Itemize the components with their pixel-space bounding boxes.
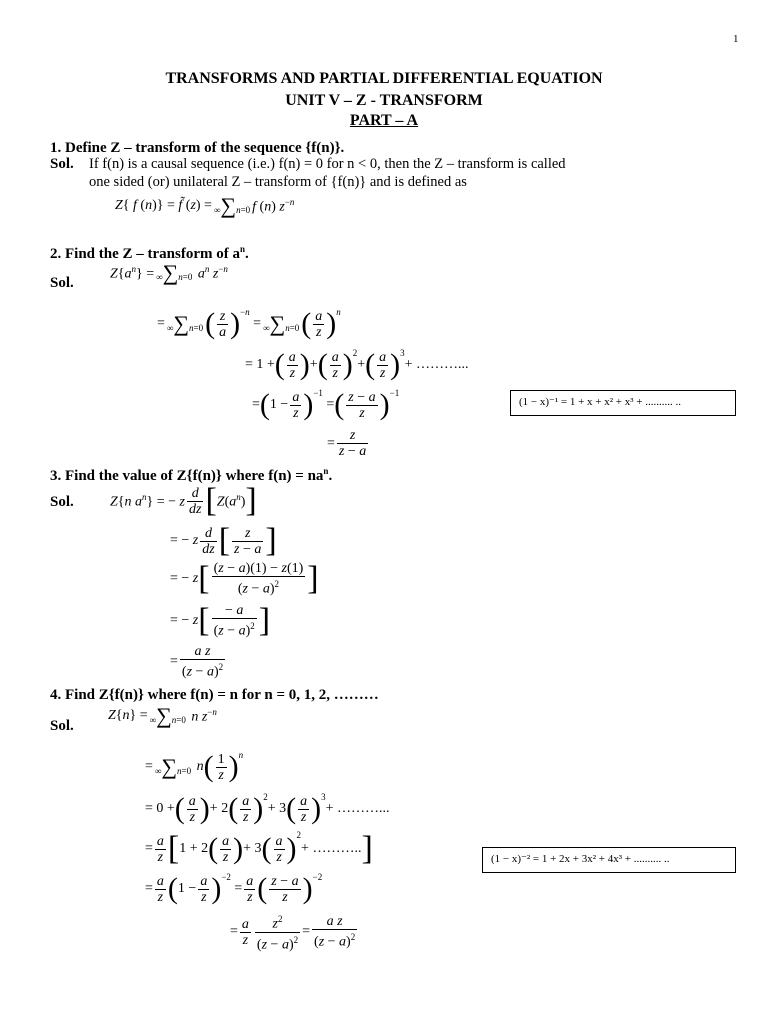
part-title: PART – A [349, 112, 419, 129]
geometric-series-formula-box [510, 390, 736, 416]
series-derivative-formula: (1 − x)⁻² = 1 + 2x + 3x² + 4x³ + .......... .. [491, 853, 670, 865]
q2-step-4: = ( 1 − $\frac{a}{z}$ ) $^{-1}$ = ( $\frac{z - a}{z}$ ) $^{-1}$ [252, 388, 400, 421]
q4-step-1: Z{n} = ∞∑n=0 n $z^{-n}$ [108, 703, 217, 728]
q4-step-3: = 0 + ( $\frac{a}{z}$ ) + 2 ( $\frac{a}{z}$ ) $^2$ + 3 ( $\frac{a}{z}$ ) $^3$ + ………... [145, 792, 390, 825]
question-4: 4. Find Z{f(n)} where f(n) = n for n = 0, 1, 2, ……… [50, 687, 379, 703]
q3-step-3: = − z [ $\frac{(z - a)(1) - z(1)}{(z - a)^2}$ ] [170, 560, 319, 597]
q1-text-line2: one sided (or) unilateral Z – transform of {f(n)} and is defined as [89, 174, 467, 190]
q3-step-4: = − z [ $\frac{- a}{(z - a)^2}$ ] [170, 602, 271, 639]
q3-step-5: = $\frac{\text{a z}}{(z - a)^2}$ [170, 644, 224, 680]
q4-step-6: = $\frac{a}{z}$ $\frac{z^2}{(z - a)^2}$ = $\frac{\text{a z}}{(z - a)^2}$ [230, 914, 356, 953]
sol-label-1: Sol. [50, 156, 74, 172]
question-2: 2. Find the Z – transform of $a^n$. [50, 244, 249, 262]
document-title: TRANSFORMS AND PARTIAL DIFFERENTIAL EQUATION [165, 70, 603, 87]
q3-step-1: Z{n $a^n$} = − z $\frac{d}{dz}$ [ $Z(a^n)$ ] [110, 482, 257, 519]
question-3: 3. Find the value of Z{f(n)} where $f(n) = na^n$. [50, 466, 333, 484]
geometric-series-formula: (1 − x)⁻¹ = 1 + x + x² + x³ + .......... .. [519, 396, 681, 408]
q4-step-5: = $\frac{a}{z}$ ( 1 − $\frac{a}{z}$ ) $^{-2}$ = $\frac{a}{z}$ ( $\frac{z - a}{z}$ ) $^{-2}$ [145, 872, 323, 905]
q2-step-1: $Z\{a^n\}$ = ∞∑n=0 $a^n$ $z^{-n}$ [110, 260, 228, 285]
sol-label-4: Sol. [50, 718, 74, 734]
q2-step-3: = 1 + ( $\frac{a}{z}$ ) + ( $\frac{a}{z}$ ) $^2$ + ( $\frac{a}{z}$ ) $^3$ + ………... [245, 348, 469, 381]
q4-step-2: = ∞∑n=0 n ( $\frac{1}{z}$ ) $^n$ [145, 750, 244, 783]
sol-label-2: Sol. [50, 275, 74, 291]
question-1: 1. Define Z – transform of the sequence {f(n)}. [50, 140, 345, 156]
q2-step-2: = ∞∑n=0 ( $\frac{z}{a}$ ) $^{-n}$ = ∞∑n=0 ( $\frac{a}{z}$ ) $^n$ [157, 307, 341, 340]
series-derivative-formula-box [482, 847, 736, 873]
q2-step-5: = $\frac{z}{z - a}$ [327, 428, 367, 459]
page-number: 1 [733, 33, 739, 45]
q4-step-4: = $\frac{a}{z}$ [ 1 + 2 ( $\frac{a}{z}$ ) + 3 ( $\frac{a}{z}$ ) $^2$ + ……….. ] [145, 830, 373, 867]
q1-definition-equation: Z{ f (n)} = f̃ (z) = ∞∑n=0 f (n) $z^{-n}$ [115, 193, 295, 218]
unit-title: UNIT V – Z - TRANSFORM [285, 92, 483, 109]
sol-label-3: Sol. [50, 494, 74, 510]
q3-step-2: = − z $\frac{d}{dz}$ [ $\frac{z}{z - a}$ ] [170, 522, 277, 559]
q1-text-line1: If f(n) is a causal sequence (i.e.) f(n) = 0 for n < 0, then the Z – transform is called [89, 156, 566, 172]
